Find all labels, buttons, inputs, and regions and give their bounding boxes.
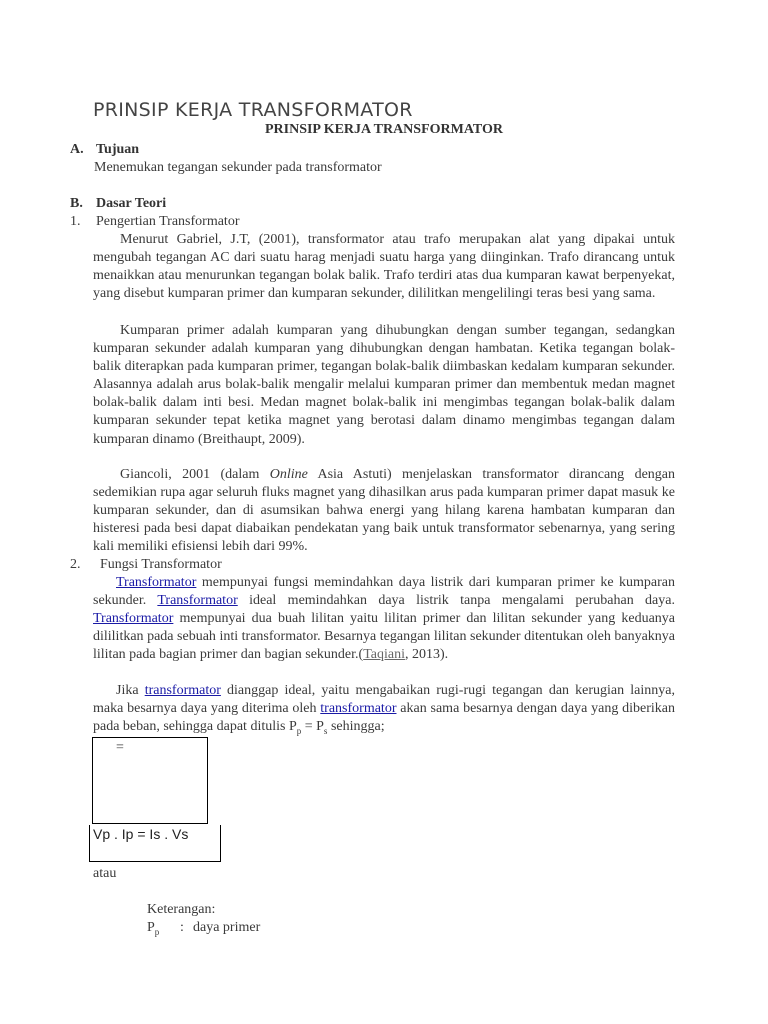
legend-symbol <box>147 919 159 941</box>
item-2-title: Fungsi Transformator <box>100 557 222 572</box>
paragraph-4-text-c: mempunyai dua buah lilitan yaitu lilitan primer dan lilitan sekunder yang keduanya dililitkan pada sebuah inti transformator. Besarnya tegangan lilitan sekunder ditentukan oleh banyaknya lilitan pada bagian primer dan bagian sekunder.( <box>93 611 675 663</box>
section-a-title: Tujuan <box>96 142 140 157</box>
paragraph-5-text-a: Jika <box>116 683 145 698</box>
paragraph-3-text-b: Asia Astuti) menjelaskan transformator dirancang dengan sedemikian rupa agar seluruh fluks magnet yang dihasilkan arus pada kumparan primer dapat masuk ke kumparan sekunder, dan di asumsikan bahwa energi yang hilang karena hambatan kumparan dan histeresi pada besi dapat diabaikan pendekatan yang baik untuk transformator sebenarnya, yang sering kali memiliki efisiensi lebih dari 99%. <box>93 467 675 555</box>
paragraph-4-text-a: mempunyai fungsi memindahkan daya listrik dari kumparan primer ke kumparan sekunder. <box>93 575 675 609</box>
transformator-link-5[interactable]: transformator <box>320 701 397 717</box>
paragraph-3-emphasis: Online <box>269 467 308 482</box>
paragraph-5-text-c: akan sama besarnya dengan daya yang diberikan pada beban, sehingga dapat ditulis P <box>93 701 675 735</box>
reference-link-taqiani[interactable]: Taqiani <box>363 647 405 663</box>
section-b-title: Dasar Teori <box>96 196 167 211</box>
legend-colon: : <box>180 920 184 935</box>
paragraph-2-text: Kumparan primer adalah kumparan yang dihubungkan dengan sumber tegangan, sedangkan kumparan sekunder adalah kumparan yang dihubungkan dengan hambatan. Ketika tegangan bolak-balik diterapkan pada kumparan primer, tegangan bolak-balik diimbaskan kedalam kumparan sekunder. Alasannya adalah arus bolak-balik mengalir melalui kumparan primer dan membentuk medan magnet bolak-balik dalam inti besi. Medan magnet bolak-balik ini mengimbas tegangan bolak-balik dalam kumparan sekunder tepat ketika magnet yang berotasi dalam dinamo mengimbas tegangan dalam kumparan dinamo (Breithaupt, 2009). <box>93 323 675 447</box>
equation-box <box>92 737 208 824</box>
paragraph-5-text-b: dianggap ideal, yaitu mengabaikan rugi-rugi tegangan dan kerugian lainnya, maka besarnya daya yang diterima oleh <box>93 683 675 717</box>
legend-symbol-subscript: p <box>154 926 160 937</box>
paragraph-5-text-e: sehingga; <box>327 719 385 735</box>
formula-box <box>89 825 221 862</box>
transformator-link-1[interactable]: Transformator <box>116 575 197 590</box>
item-1-number: 1. <box>70 214 81 229</box>
paragraph-3-text-a: Giancoli, 2001 (dalam <box>120 467 270 482</box>
transformator-link-4[interactable]: transformator <box>144 683 221 698</box>
item-1-title: Pengertian Transformator <box>96 214 240 229</box>
transformator-link-3[interactable]: Transformator <box>93 611 174 627</box>
paragraph-5 <box>93 682 675 740</box>
paragraph-4-text-d: , 2013). <box>404 647 449 663</box>
item-2-number: 2. <box>70 557 81 572</box>
legend-description: daya primer <box>193 920 261 935</box>
subscript-p: p <box>296 725 302 736</box>
section-a-label: A. <box>70 142 84 157</box>
paragraph-2 <box>93 322 675 449</box>
section-a-text: Menemukan tegangan sekunder pada transformator <box>94 160 382 175</box>
document-title: PRINSIP KERJA TRANSFORMATOR <box>264 122 504 137</box>
paragraph-4-text-b: ideal memindahkan daya listrik tanpa mengalami perubahan daya. <box>237 593 675 609</box>
page-heading: PRINSIP KERJA TRANSFORMATOR <box>93 99 413 121</box>
paragraph-4 <box>93 574 675 664</box>
section-b-label: B. <box>70 196 83 211</box>
paragraph-5-text-d: = P <box>301 719 324 735</box>
paragraph-1-text: Menurut Gabriel, J.T, (2001), transformator atau trafo merupakan alat yang dipakai untuk mengubah tegangan AC dari suatu harag menjadi suatu harga yang diinginkan. Trafo dirancang untuk menaikkan atau menurunkan tegangan bolak balik. Trafo terdiri atas dua kumparan kawat berpenyekat, yang disebut kumparan primer dan kumparan sekunder, dililitkan mengelilingi teras besi yang sama. <box>93 232 675 302</box>
atau-text: atau <box>93 866 117 881</box>
subscript-s: s <box>323 725 328 736</box>
paragraph-1 <box>93 231 675 303</box>
power-formula: Vp . Ip = Is . Vs <box>93 826 189 842</box>
keterangan-label: Keterangan: <box>147 902 216 917</box>
transformator-link-2[interactable]: Transformator <box>157 593 238 609</box>
equals-sign: = <box>116 740 124 755</box>
legend-symbol-letter: P <box>147 920 155 935</box>
paragraph-3 <box>93 466 675 556</box>
